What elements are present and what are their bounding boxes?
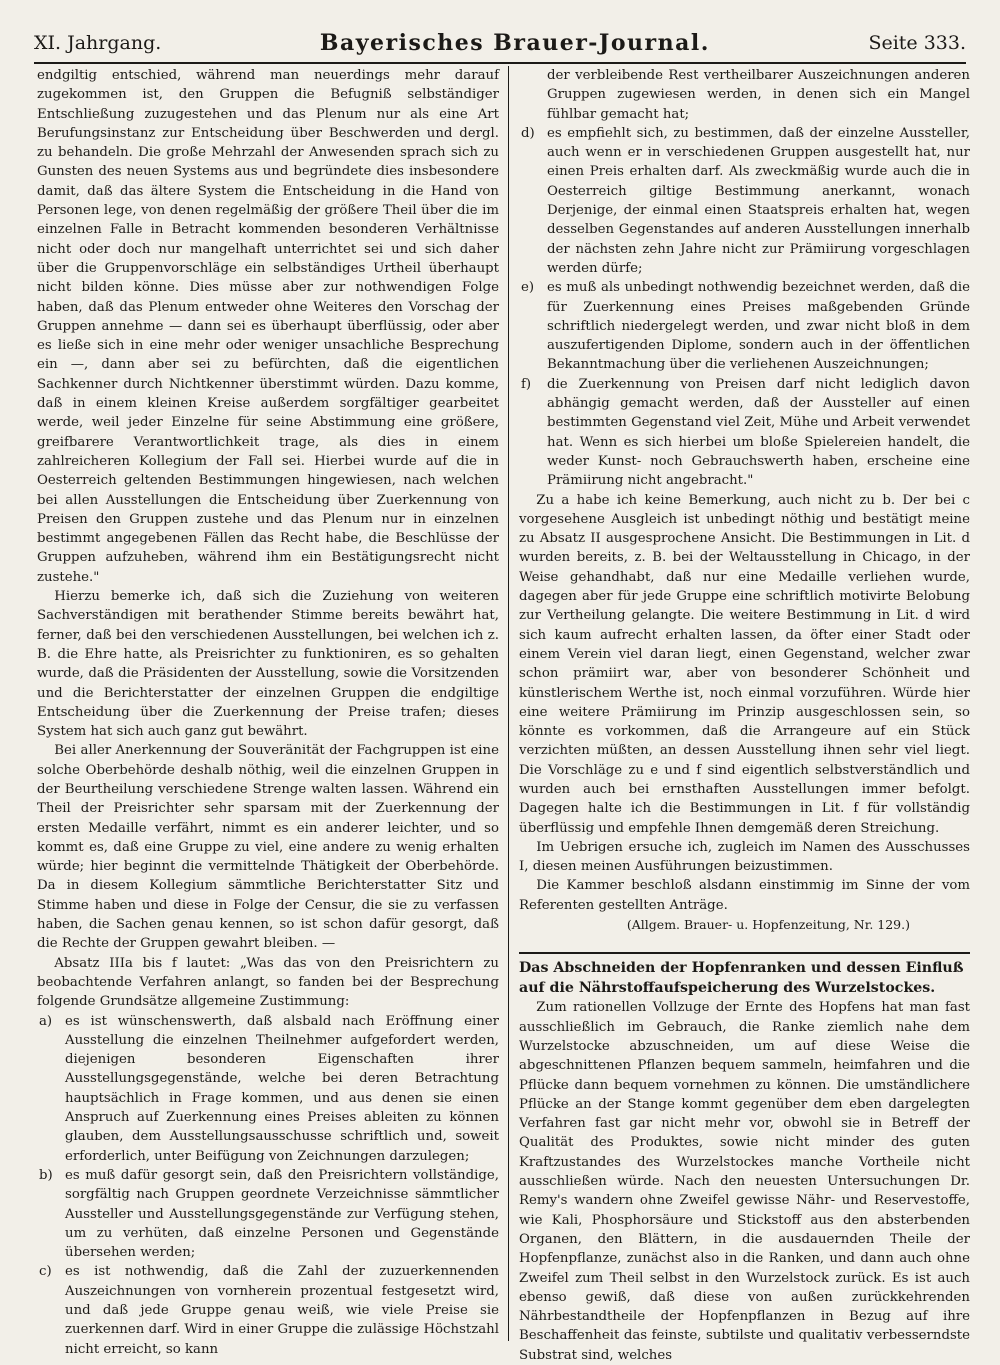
list-item-text: es ist nothwendig, daß die Zahl der zuzuerkennenden Auszeichnungen von vornherein prozentual festgesetzt wird, und daß jede Gruppe genau weiß, wie viele Preise sie zuerkennen darf. Wird in einer Gruppe die zulässige Höchstzahl nicht erreicht, so kann bbox=[65, 1264, 499, 1357]
list-item bbox=[519, 124, 970, 278]
column-divider bbox=[508, 66, 509, 1341]
left-column bbox=[37, 66, 499, 1357]
paragraph: Zum rationellen Vollzuge der Ernte des Hopfens hat man fast ausschließlich im Gebrauch, die Ranke ziemlich nahe dem Wurzelstocke abzuschneiden, um auf diese Weise die abgeschnittenen Pflanzen bequem sammeln, heimfahren und die Pflücke dann bequem vornehmen zu können. Die umständlichere Pflücke an der Stange kommt gegenüber dem eben dargelegten Verfahren fast gar nicht mehr vor, obwohl sie in Betreff der Qualität des Produktes, sowie nicht minder des guten Kraftzustandes des Wurzelstockes manche Vortheile nicht ausschließen würde. Nach den neuesten Untersuchungen Dr. Remy's wandern ohne Zweifel gewisse Nähr- und Reservestoffe, wie Kali, Phosphorsäure und Stickstoff aus den absterbenden Organen, den Blättern, in die ausdauernden Theile der Hopfenpflanze, zunächst also in die Ranken, und dann auch ohne Zweifel zum Theil selbst in den Wurzelstock zurück. Es ist auch ebenso gewiß, daß diese von außen zurückkehrenden Nährbestandtheile der Hopfenpflanzen in Bezug auf ihre Beschaffenheit das feinste, subtilste und qualitativ verbesserndste Substrat sind, welches bbox=[519, 1000, 970, 1363]
list-item-label: d) bbox=[521, 125, 535, 141]
paragraph: endgiltig entschied, während man neuerdings mehr darauf zugekommen ist, den Gruppen die Befugniß selbständiger Entschließung zuzugestehen und das Plenum nur als eine Art Berufungsinstanz zur Entscheidung über Beschwerden und dergl. zu behandeln. Die große Mehrzahl der Anwesenden sprach sich zu Gunsten des neuen Systems aus und begründete dies insbesondere damit, daß das ältere System die Entscheidung in die Hand von Personen lege, von denen regelmäßig der größere Theil über die im einzelnen Falle in Betracht kommenden besonderen Verhältnisse nicht oder doch nur mangelhaft unterrichtet sei und sich daher über die Gruppenvorschläge ein selbständiges Urtheil überhaupt nicht bilden könne. Dies müsse aber zur nothwendigen Folge haben, daß das Plenum entweder ohne Weiteres den Vorschag der Gruppen annehme — dann sei es überhaupt überflüssig, oder aber es ließe sich in eine mehr oder weniger unsachliche Besprechung ein —, dann aber sei zu befürchten, daß die eigentlichen Sachkenner durch Nichtkenner überstimmt würden. Dazu komme, daß in einem kleinen Kreise außerdem sorgfältiger gearbeitet werde, weil jeder Einzelne für seine Abstimmung eine größere, greifbarere Verantwortlichkeit trage, als dies in einem zahlreicheren Kollegium der Fall sei. Hierbei wurde auf die in Oesterreich geltenden Bestimmungen hingewiesen, nach welchen bei allen Ausstellungen die Entscheidung über Zuerkennung von Preisen den Gruppen zustehe und das Plenum nur in einzelnen bestimmt angegebenen Fällen das Recht habe, die Beschlüsse der Gruppen aufzuheben, während ihm ein Bestätigungsrecht nicht zustehe." bbox=[37, 68, 499, 585]
list-item bbox=[37, 1012, 499, 1166]
list-item-text: es muß als unbedingt nothwendig bezeichnet werden, daß die für Zuerkennung eines Preises maßgebenden Gründe schriftlich niedergelegt werden, und zwar nicht bloß in dem auszufertigenden Diplome, sondern auch in der öffentlichen Bekanntmachung über die verliehenen Auszeichnungen; bbox=[547, 280, 970, 373]
right-column bbox=[519, 66, 970, 1363]
source-citation: (Allgem. Brauer- u. Hopfenzeitung, Nr. 129.) bbox=[626, 917, 910, 933]
list-item-continued bbox=[519, 66, 970, 124]
article-title: Das Abschneiden der Hopfenranken und dessen Einfluß auf die Nährstoffaufspeicherung des Wurzelstockes. bbox=[519, 960, 964, 997]
list-item-label: e) bbox=[521, 280, 535, 296]
paragraph: Die Kammer beschloß alsdann einstimmig im Sinne der vom Referenten gestellten Anträge. bbox=[519, 878, 970, 913]
header-rule bbox=[34, 62, 966, 64]
paragraph: Im Uebrigen ersuche ich, zugleich im Namen des Ausschusses I, diesen meinen Ausführungen beizustimmen. bbox=[519, 839, 970, 875]
list-item-text: es ist wünschenswerth, daß alsbald nach Eröffnung einer Ausstellung die einzelnen Theilnehmer aufgefordert werden, diejenigen besonderen Eigenschaften ihrer Ausstellungsgegenstände, welche bei deren Betrachtung hauptsächlich in Frage kommen, und aus denen sie einen Anspruch auf Zuerkennung eines Preises ableiten zu können glauben, dem Ausstellungsausschusse schriftlich und, soweit erforderlich, unter Beifügung von Zeichnungen darzulegen; bbox=[65, 1013, 499, 1164]
list-item-text: es empfiehlt sich, zu bestimmen, daß der einzelne Aussteller, auch wenn er in verschiedenen Gruppen ausgestellt hat, nur einen Preis erhalten darf. Als zweckmäßig wurde auch die in Oesterreich giltige Bestimmung anerkannt, wonach Derjenige, der einmal einen Staatspreis erhalten hat, wegen desselben Gegenstandes auf anderen Ausstellungen innerhalb der nächsten zehn Jahre nicht zur Prämiirung vorgeschlagen werden dürfe; bbox=[547, 125, 970, 276]
paragraph: Zu a habe ich keine Bemerkung, auch nicht zu b. Der bei c vorgesehene Ausgleich ist unbedingt nöthig und bestätigt meine zu Absatz II ausgesprochene Ansicht. Die Bestimmungen in Lit. d wurden bereits, z. B. bei der Weltausstellung in Chicago, in der Weise gehandhabt, daß nur eine Medaille verliehen wurde, dagegen aber für jede Gruppe eine schriftlich motivirte Belobung zur Vertheilung gelangte. Die weitere Bestimmung in Lit. d wird sich kaum aufrecht erhalten lassen, da öfter einer Stadt oder einem Verein viel daran liegt, einen Gegenstand, welcher zwar schon prämiirt war, aber von besonderer Schönheit und künstlerischem Werthe ist, noch einmal vorzuführen. Würde hier eine weitere Prämiirung im Prinzip ausgeschlossen sein, so könnte es vorkommen, daß die Arrangeure auf ein Stück verzichten müßten, an dessen Ausstellung ihnen sehr viel liegt. Die Vorschläge zu e und f sind eigentlich selbstverständlich und wurden auch bei ernsthaften Ausstellungen immer befolgt. Dagegen halte ich die Bestimmungen in Lit. f für vollständig überflüssig und empfehle Ihnen demgemäß deren Streichung. bbox=[519, 492, 970, 836]
list-item-text: es muß dafür gesorgt sein, daß den Preisrichtern vollständige, sorgfältig nach Gruppen geordnete Verzeichnisse sämmtlicher Aussteller und Ausstellungsgegenstände zur Verfügung stehen, um zu verhüten, daß einzelne Personen und Gegenstände übersehen werden; bbox=[65, 1167, 499, 1261]
list-item bbox=[519, 278, 970, 374]
volume-label: XI. Jahrgang. bbox=[34, 32, 162, 54]
list-item-text: die Zuerkennung von Preisen darf nicht lediglich davon abhängig gemacht werden, daß der Aussteller auf einen bestimmten Gegenstand viel Zeit, Mühe und Arbeit verwendet hat. Wenn es sich hierbei um bloße Spielereien handelt, die weder Kunst- noch Gebrauchswerth haben, erscheine eine Prämiirung nicht angebracht." bbox=[547, 376, 970, 489]
page-header bbox=[34, 26, 966, 60]
list-item-label: f) bbox=[521, 376, 532, 392]
list-item bbox=[37, 1262, 499, 1358]
list-item-label: b) bbox=[39, 1167, 53, 1183]
list-item bbox=[37, 1166, 499, 1262]
paragraph: Bei aller Anerkennung der Souveränität der Fachgruppen ist eine solche Oberbehörde deshalb nöthig, weil die einzelnen Gruppen in der Beurtheilung verschiedene Strenge walten lassen. Während ein Theil der Preisrichter sehr sparsam mit der Zuerkennung der ersten Medaille verfährt, nimmt es ein anderer leichter, und so kommt es, daß eine Gruppe zu viel, eine andere zu wenig erhalten würde; hier beginnt die vermittelnde Thätigkeit der Oberbehörde. Da in diesem Kollegium sämmtliche Berichterstatter Sitz und Stimme haben und diese in Folge der Censur, die sie zu verfassen haben, die Sachen genau kennen, so ist schon dafür gesorgt, daß die Rechte der Gruppen gewahrt bleiben. — bbox=[37, 743, 499, 952]
list-item-text: der verbleibende Rest vertheilbarer Auszeichnungen anderen Gruppen zugewiesen werden, in denen sich ein Mangel fühlbar gemacht hat; bbox=[547, 68, 970, 122]
journal-title: Bayerisches Brauer-Journal. bbox=[319, 30, 710, 56]
list-item-label: a) bbox=[39, 1013, 53, 1029]
page-number: Seite 333. bbox=[868, 32, 966, 54]
paragraph: Absatz IIIa bis f lautet: „Was das von den Preisrichtern zu beobachtende Verfahren anlangt, so fanden bei der Besprechung folgende Grundsätze allgemeine Zustimmung: bbox=[37, 955, 499, 1010]
list-item bbox=[519, 375, 970, 491]
list-item-label: c) bbox=[39, 1264, 52, 1280]
article-heading bbox=[519, 952, 970, 998]
paragraph: Hierzu bemerke ich, daß sich die Zuziehung von weiteren Sachverständigen mit berathender Stimme bereits bewährt hat, ferner, daß bei den verschiedenen Ausstellungen, bei welchen ich z. B. die Ehre hatte, als Preisrichter zu funktioniren, es so gehalten wurde, daß die Präsidenten der Ausstellung, sowie die Vorsitzenden und die Berichterstatter der einzelnen Gruppen die endgiltige Entscheidung über die Zuerkennung der Preise trafen; dieses System hat sich auch ganz gut bewährt. bbox=[37, 589, 499, 740]
